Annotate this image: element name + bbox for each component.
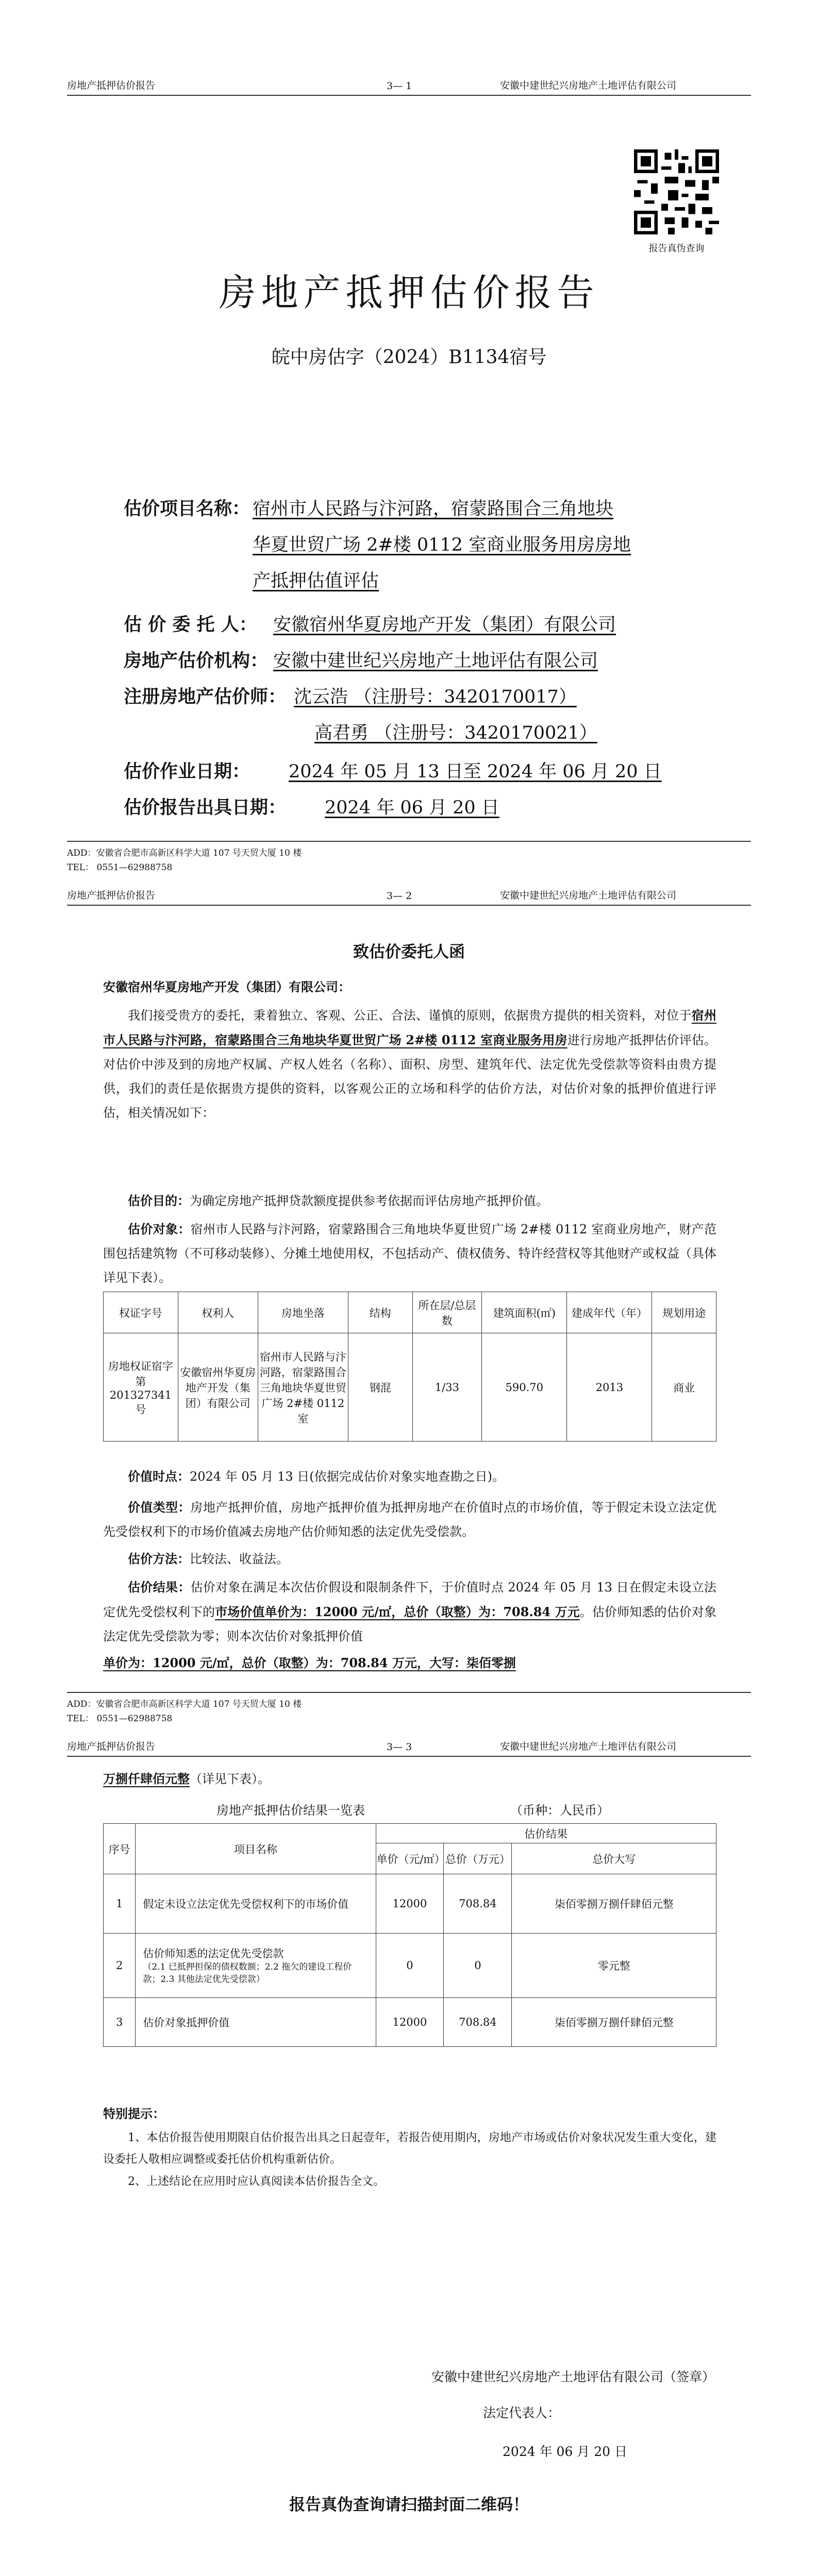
value-type-paragraph (103, 1495, 716, 1544)
method-paragraph (103, 1547, 716, 1571)
closing-page (0, 2476, 818, 2576)
summary-header-upper: 总价大写 (512, 1843, 716, 1874)
result-text-a: 估价对象在满足本次估价假设和限制条件下，于价值时点 2024 年 05 月 13 日在假定未设立法定优先受偿权利下的 (103, 1580, 716, 1619)
header-page-number: 3— 1 (387, 80, 412, 92)
work-date-row (124, 757, 662, 783)
appraiser-2: 高君勇 （注册号：3420170021） (314, 723, 597, 743)
result-upper-amount: 万捌仟肆佰元整 (103, 1771, 190, 1786)
agency-row (124, 647, 598, 672)
project-name-line-1: 宿州市人民路与汴河路，宿蒙路围合三角地块 (253, 499, 614, 519)
report-number: 皖中房估字（2024）B1134宿号 (271, 347, 547, 368)
final-note: 报告真伪查询请扫描封面二维码！ (289, 2496, 529, 2514)
result-continuation-page (0, 1651, 818, 2476)
report-title: 房地产抵押估价报告 (219, 271, 599, 314)
row-item: 假定未设立法定优先受偿权利下的市场价值 (136, 1874, 376, 1934)
tip-1: 1、本估价报告使用期限自估价报告出具之日起壹年，若报告使用期内，房地产市场或估价对象状况发生重大变化，建设委托人敬相应调整或委托估价机构重新估价。 (103, 2131, 716, 2166)
client-name: 安徽宿州华夏房地产开发（集团）有限公司 (273, 615, 616, 635)
object-label: 估价对象： (128, 1222, 191, 1236)
header-company: 安徽中建世纪兴房地产土地评估有限公司 (500, 890, 677, 901)
footer-tel: TEL： 0551—62988758 (67, 862, 173, 873)
footer-address: ADD：安徽省合肥市高新区科学大道 107 号天贸大厦 10 楼 (67, 848, 302, 858)
project-name-line-3: 产抵押估值评估 (253, 571, 379, 591)
value-date-text: 2024 年 05 月 13 日(依据完成估价对象实地查勘之日)。 (190, 1469, 505, 1484)
result-paragraph (103, 1575, 716, 1649)
header-company: 安徽中建世纪兴房地产土地评估有限公司 (500, 80, 677, 91)
result-market-value: 市场价值单价为：12000 元/㎡，总价（取整）为：708.84 万元 (215, 1604, 580, 1619)
method-text: 比较法、收益法。 (190, 1552, 289, 1566)
row-upper: 柒佰零捌万捌仟肆佰元整 (512, 1998, 716, 2047)
row-item: 估价师知悉的法定优先受偿款 (143, 1947, 284, 1960)
method-label: 估价方法： (128, 1551, 190, 1566)
purpose-label: 估价目的： (128, 1193, 190, 1208)
result-label: 估价结果： (128, 1580, 191, 1595)
table-cell: 房地权证宿字第 201327341 号 (104, 1333, 178, 1442)
value-date-paragraph (103, 1464, 716, 1489)
appraiser-row-2 (314, 719, 597, 744)
table-cell: 商业 (652, 1333, 716, 1442)
object-paragraph (103, 1217, 716, 1290)
purpose-text: 为确定房地产抵押贷款额度提供参考依据而评估房地产抵押价值。 (190, 1194, 548, 1208)
summary-header-no: 序号 (104, 1824, 136, 1874)
row-unit: 12000 (376, 1998, 444, 2047)
intro-address: 宿州市人民路与汴河路，宿蒙路围合三角地块华夏世贸广场 2#楼 0112 室商业服务用房 (103, 1008, 717, 1047)
sign-representative: 法定代表人： (482, 2405, 560, 2420)
appraiser-label: 注册房地产估价师： (124, 686, 287, 707)
row-total: 708.84 (444, 1998, 512, 2047)
summary-header-row (104, 1824, 716, 1843)
row-item-cell (136, 1934, 376, 1998)
cover-footer (67, 841, 751, 875)
row-upper: 柒佰零捌万捌仟肆佰元整 (512, 1874, 716, 1934)
table-row (104, 1934, 716, 1998)
project-name-label: 估价项目名称： (124, 498, 251, 519)
tip-2: 2、上述结论在应用时应认真阅读本估价报告全文。 (128, 2175, 385, 2188)
qr-caption: 报告真伪查询 (648, 243, 705, 254)
table-header: 权证字号 (104, 1292, 178, 1333)
row-unit: 0 (376, 1934, 444, 1998)
work-date-label: 估价作业日期： (124, 761, 251, 782)
summary-header-item: 项目名称 (136, 1824, 376, 1874)
result-mortgage-value: 单价为：12000 元/㎡，总价（取整）为：708.84 万元，大写：柒佰零捌 (103, 1655, 516, 1670)
table-cell: 宿州市人民路与汴河路，宿蒙路围合三角地块华夏世贸广场 2#楼 0112 室 (258, 1333, 348, 1442)
row-unit: 12000 (376, 1874, 444, 1934)
issue-date-row (124, 793, 499, 819)
row-no: 2 (104, 1934, 136, 1998)
summary-table (103, 1823, 716, 2047)
summary-caption: 房地产抵押估价结果一览表 (216, 1803, 365, 1818)
page-header (67, 1738, 751, 1757)
table-header: 建成年代（年） (567, 1292, 652, 1333)
letter-intro (103, 1003, 716, 1125)
row-item: 估价对象抵押价值 (136, 1998, 376, 2047)
tips-title: 特别提示： (103, 2106, 165, 2121)
project-name-row (124, 495, 613, 520)
agency-label: 房地产估价机构： (124, 650, 269, 671)
table-cell: 钢混 (348, 1333, 412, 1442)
table-cell: 1/33 (412, 1333, 482, 1442)
header-page-number: 3— 3 (387, 1741, 412, 1753)
cover-page (0, 0, 818, 825)
project-name-row-2 (253, 531, 631, 556)
table-cell: 590.70 (482, 1333, 567, 1442)
row-no: 1 (104, 1874, 136, 1934)
object-text: 宿州市人民路与汴河路，宿蒙路围合三角地块华夏世贸广场 2#楼 0112 室商业房地产，财产范围包括建筑物（不可移动装修）、分摊土地使用权，不包括动产、债权债务、特许经营权等其他财产或权益（具体详见下表）。 (103, 1222, 717, 1285)
value-type-text: 房地产抵押价值，房地产抵押价值为抵押房地产在价值时点的市场价值，等于假定未设立法定优先受偿权利下的市场价值减去房地产估价师知悉的法定优先受偿款。 (103, 1500, 717, 1539)
result-see-table: （详见下表）。 (190, 1772, 270, 1786)
page-header (67, 77, 751, 96)
sign-date: 2024 年 06 月 20 日 (503, 2444, 627, 2459)
row-upper: 零元整 (512, 1934, 716, 1998)
table-header: 规划用途 (652, 1292, 716, 1333)
table-header: 房地坐落 (258, 1292, 348, 1333)
header-left: 房地产抵押估价报告 (67, 80, 156, 91)
issue-date-label: 估价报告出具日期： (124, 797, 287, 818)
table-cell: 安徽宿州华夏房地产开发（集团）有限公司 (178, 1333, 258, 1442)
row-item-note: （2.1 已抵押担保的债权数额；2.2 拖欠的建设工程价款；2.3 其他法定优先受偿款） (143, 1962, 352, 1985)
table-header: 结构 (348, 1292, 412, 1333)
table-row (104, 1874, 716, 1934)
appraiser-row (124, 683, 577, 708)
row-total: 708.84 (444, 1874, 512, 1934)
property-table (103, 1292, 716, 1442)
summary-header-group: 估价结果 (376, 1824, 716, 1843)
header-left: 房地产抵押估价报告 (67, 890, 156, 901)
work-date: 2024 年 05 月 13 日至 2024 年 06 月 20 日 (289, 761, 662, 782)
client-label: 估 价 委 托 人： (124, 614, 257, 635)
footer-address: ADD：安徽省合肥市高新区科学大道 107 号天贸大厦 10 楼 (67, 1699, 302, 1709)
header-page-number: 3— 2 (387, 890, 412, 902)
value-date-label: 价值时点： (128, 1469, 190, 1484)
table-row (104, 1998, 716, 2047)
page-header (67, 887, 751, 906)
intro-text-c: 进行房地产抵押估价评估。对估价中涉及到的房地产权属、产权人姓名（名称）、面积、房型、建筑年代、法定优先受偿款等资料由贵方提供，我们的责任是依据贵方提供的资料，以客观公正的立场和科学的估价方法，对估价对象的抵押价值进行评估，相关情况如下： (103, 1033, 717, 1120)
summary-header-total: 总价（万元） (444, 1843, 512, 1874)
result-amount-upper (103, 1767, 716, 1791)
row-no: 3 (104, 1998, 136, 2047)
result-continued (103, 1651, 716, 1675)
header-company: 安徽中建世纪兴房地产土地评估有限公司 (500, 1741, 677, 1752)
table-cell: 2013 (567, 1333, 652, 1442)
table-header-row (104, 1292, 716, 1333)
footer-tel: TEL： 0551—62988758 (67, 1714, 173, 1724)
project-name-line-2: 华夏世贸广场 2#楼 0112 室商业服务用房房地 (253, 535, 631, 555)
table-row (104, 1333, 716, 1442)
appraiser-1: 沈云浩 （注册号：3420170017） (294, 687, 577, 707)
table-header: 所在层/总层数 (412, 1292, 482, 1333)
summary-header-unit: 单价（元/㎡） (376, 1843, 444, 1874)
result-text-c: 。估价师知悉的估价对象法定优先受偿款为零；则本次估价对象抵押价值 (103, 1605, 717, 1643)
value-type-label: 价值类型： (128, 1500, 191, 1515)
letter-addressee: 安徽宿州华夏房地产开发（集团）有限公司： (103, 979, 350, 994)
row-total: 0 (444, 1934, 512, 1998)
issue-date: 2024 年 06 月 20 日 (325, 798, 499, 818)
table-header: 权利人 (178, 1292, 258, 1333)
intro-text-a: 我们接受贵方的委托，秉着独立、客观、公正、合法、谨慎的原则，依据贵方提供的相关资料，对位于 (128, 1008, 692, 1023)
qr-code-icon[interactable] (634, 149, 719, 234)
table-header: 建筑面积(㎡) (482, 1292, 567, 1333)
agency-name: 安徽中建世纪兴房地产土地评估有限公司 (273, 651, 598, 671)
project-name-row-3 (253, 567, 379, 592)
sign-company: 安徽中建世纪兴房地产土地评估有限公司（签章） (431, 2369, 715, 2384)
client-row (124, 611, 616, 636)
header-left: 房地产抵押估价报告 (67, 1741, 156, 1752)
letter-title: 致估价委托人函 (353, 943, 465, 961)
purpose-paragraph (103, 1189, 716, 1213)
letter-footer (67, 1692, 751, 1726)
letter-page (0, 825, 818, 1651)
summary-currency: （币种：人民币） (510, 1803, 609, 1818)
